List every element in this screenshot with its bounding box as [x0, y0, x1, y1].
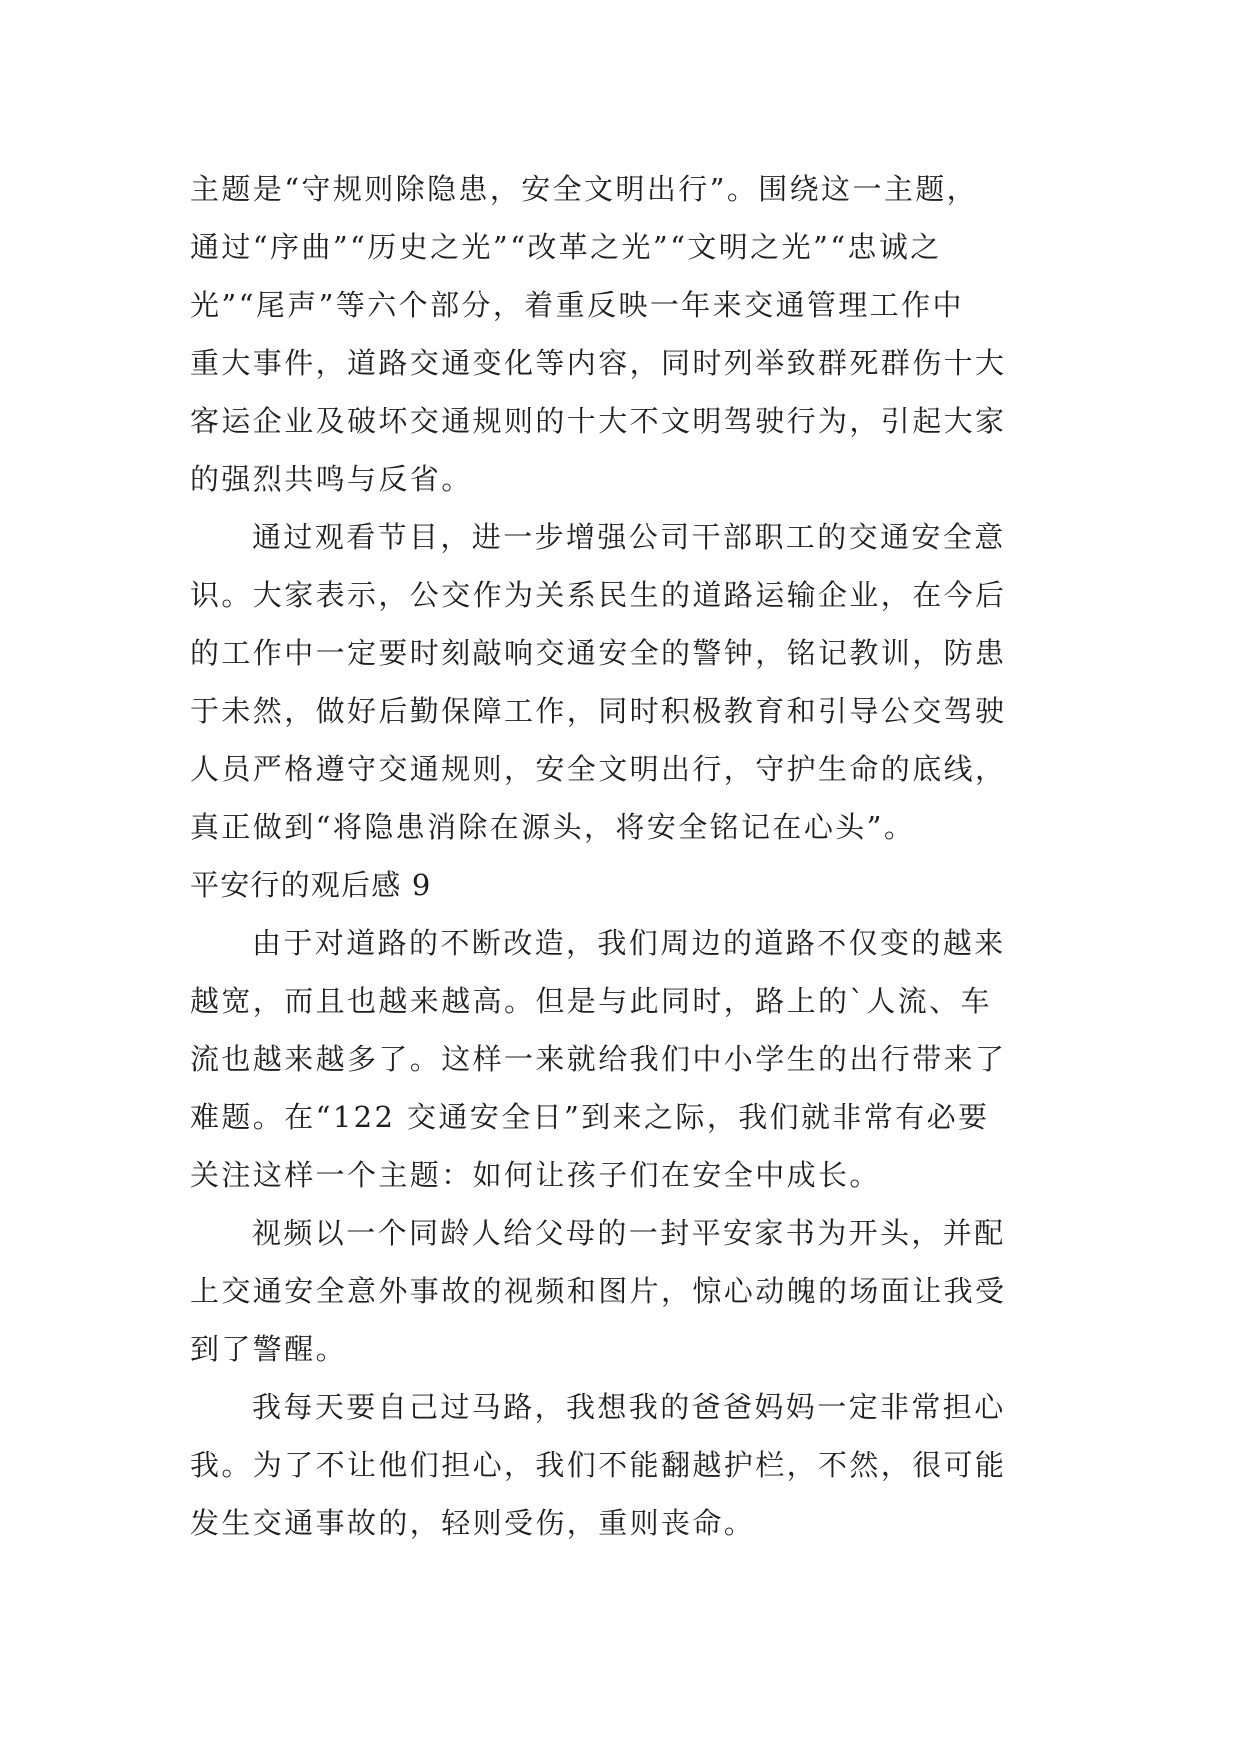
text-line: 通过观看节目，进一步增强公司干部职工的交通安全意 — [252, 520, 1006, 554]
text-line: 人员严格遵守交通规则，安全文明出行，守护生命的底线， — [190, 752, 1007, 786]
text-line: 上交通安全意外事故的视频和图片，惊心动魄的场面让我受 — [190, 1274, 1007, 1308]
text-line: 主题是“守规则除隐患，安全文明出行”。围绕这一主题， — [190, 172, 979, 206]
text-line: 由于对道路的不断改造，我们周边的道路不仅变的越来 — [252, 926, 1006, 960]
paragraph — [190, 1378, 1050, 1552]
text-line: 通过“序曲”“历史之光”“改革之光”“文明之光”“忠诚之 — [190, 230, 942, 264]
paragraph — [190, 160, 1050, 508]
text-line: 我。为了不让他们担心，我们不能翻越护栏，不然，很可能 — [190, 1448, 1007, 1482]
text-line: 到了警醒。 — [190, 1332, 348, 1366]
text-line: 难题。在“122 交通安全日”到来之际，我们就非常有必要 — [190, 1100, 990, 1134]
text-line: 发生交通事故的，轻则受伤，重则丧命。 — [190, 1506, 756, 1540]
text-line: 识。大家表示，公交作为关系民生的道路运输企业，在今后 — [190, 578, 1007, 612]
paragraph — [190, 1204, 1050, 1378]
text-line: 光”“尾声”等六个部分，着重反映一年来交通管理工作中 — [190, 288, 964, 322]
paragraph — [190, 508, 1050, 856]
text-line: 越宽，而且也越来越高。但是与此同时，路上的`人流、车 — [190, 984, 992, 1018]
text-line: 于未然，做好后勤保障工作，同时积极教育和引导公交驾驶 — [190, 694, 1007, 728]
text-line: 重大事件，道路交通变化等内容，同时列举致群死群伤十大 — [190, 346, 1007, 380]
text-line: 流也越来越多了。这样一来就给我们中小学生的出行带来了 — [190, 1042, 1007, 1076]
text-line: 的工作中一定要时刻敲响交通安全的警钟，铭记教训，防患 — [190, 636, 1007, 670]
text-line: 客运企业及破坏交通规则的十大不文明驾驶行为，引起大家 — [190, 404, 1007, 438]
document-body — [190, 160, 1050, 1552]
paragraph — [190, 914, 1050, 1204]
text-line: 视频以一个同龄人给父母的一封平安家书为开头，并配 — [252, 1216, 1006, 1250]
section-heading: 平安行的观后感 9 — [190, 868, 432, 902]
text-line: 的强烈共鸣与反省。 — [190, 462, 473, 496]
text-line: 关注这样一个主题：如何让孩子们在安全中成长。 — [190, 1158, 881, 1192]
text-line: 真正做到“将隐患消除在源头，将安全铭记在心头”。 — [190, 810, 916, 844]
text-line: 我每天要自己过马路，我想我的爸爸妈妈一定非常担心 — [252, 1390, 1006, 1424]
